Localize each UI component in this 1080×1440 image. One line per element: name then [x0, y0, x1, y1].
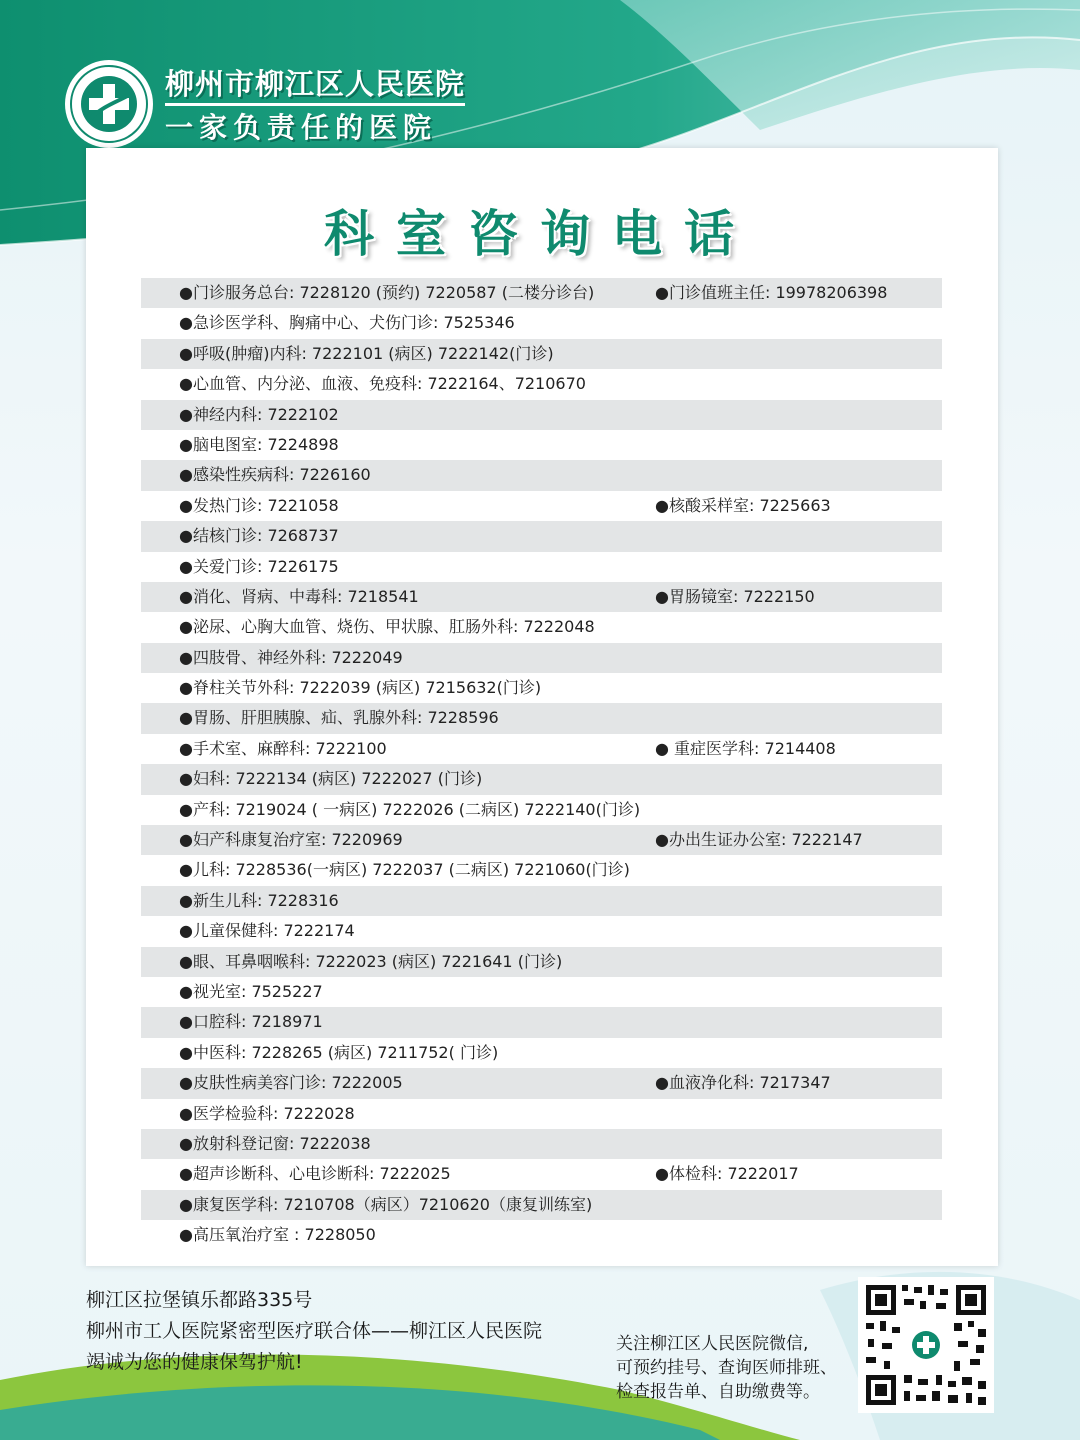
footer-alliance: 柳州市工人医院紧密型医疗联合体——柳江区人民医院: [86, 1320, 543, 1342]
table-row: [141, 339, 942, 369]
department-phone-left: ●眼、耳鼻咽喉科: 7222023 (病区) 7221641 (门诊): [179, 951, 563, 971]
department-phone-left: ●放射科登记窗: 7222038: [179, 1133, 371, 1153]
table-row: [141, 1099, 942, 1129]
table-row: [141, 1129, 942, 1159]
hospital-logo-icon: [63, 58, 155, 150]
table-row: [141, 400, 942, 430]
table-row: [141, 308, 942, 338]
department-phone-left: ●神经内科: 7222102: [179, 404, 339, 424]
department-phone-right: ●体检科: 7222017: [655, 1164, 799, 1184]
department-phone-left: ●中医科: 7228265 (病区) 7211752( 门诊): [179, 1042, 499, 1062]
department-phone-right: ●核酸采样室: 7225663: [655, 495, 831, 515]
table-row: [141, 643, 942, 673]
table-row: [141, 430, 942, 460]
table-row: [141, 491, 942, 521]
table-row: [141, 1068, 942, 1098]
department-phone-left: ●发热门诊: 7221058: [179, 495, 339, 515]
footer-motto: 竭诚为您的健康保驾护航!: [86, 1351, 303, 1373]
table-row: [141, 521, 942, 551]
department-phone-list: [141, 278, 942, 1251]
table-row: [141, 369, 942, 399]
department-phone-left: ●结核门诊: 7268737: [179, 526, 339, 546]
department-phone-left: ●胃肠、肝胆胰腺、疝、乳腺外科: 7228596: [179, 708, 499, 728]
table-row: [141, 977, 942, 1007]
table-row: [141, 1220, 942, 1250]
table-row: [141, 1190, 942, 1220]
department-phone-left: ●高压氧治疗室 : 7228050: [179, 1225, 376, 1245]
table-row: [141, 552, 942, 582]
table-row: [141, 673, 942, 703]
department-phone-right: ●办出生证办公室: 7222147: [655, 830, 863, 850]
qr-code-icon[interactable]: [858, 1277, 994, 1413]
table-row: [141, 612, 942, 642]
wechat-line-3: 检查报告单、自助缴费等。: [616, 1382, 820, 1402]
department-phone-left: ●视光室: 7525227: [179, 981, 323, 1001]
table-row: [141, 825, 942, 855]
department-phone-left: ●急诊医学科、胸痛中心、犬伤门诊: 7525346: [179, 313, 515, 333]
page-title: 科室咨询电话: [324, 205, 756, 263]
table-row: [141, 1159, 942, 1189]
table-row: [141, 886, 942, 916]
department-phone-left: ●口腔科: 7218971: [179, 1012, 323, 1032]
wechat-info: [616, 1332, 837, 1404]
wechat-line-1: 关注柳江区人民医院微信,: [616, 1334, 809, 1354]
table-row: [141, 1038, 942, 1068]
footer-address: 柳江区拉堡镇乐都路335号: [86, 1289, 313, 1311]
hospital-name: 柳州市柳江区人民医院: [165, 67, 466, 101]
department-phone-right: ●胃肠镜室: 7222150: [655, 586, 815, 606]
department-phone-left: ●四肢骨、神经外科: 7222049: [179, 647, 403, 667]
department-phone-left: ●妇产科康复治疗室: 7220969: [179, 830, 403, 850]
department-phone-right: ●门诊值班主任: 19978206398: [655, 283, 888, 302]
hospital-slogan: 一家负责任的医院: [165, 111, 438, 144]
department-phone-left: ●感染性疾病科: 7226160: [179, 465, 371, 485]
department-phone-left: ●康复医学科: 7210708（病区）7210620（康复训练室): [179, 1194, 593, 1214]
department-phone-left: ●脊柱关节外科: 7222039 (病区) 7215632(门诊): [179, 678, 542, 698]
table-row: [141, 916, 942, 946]
department-phone-left: ●脑电图室: 7224898: [179, 434, 339, 454]
table-row: [141, 795, 942, 825]
department-phone-left: ●消化、肾病、中毒科: 7218541: [179, 586, 419, 606]
table-row: [141, 582, 942, 612]
table-row: [141, 855, 942, 885]
department-phone-left: ●儿科: 7228536(一病区) 7222037 (二病区) 7221060(门诊): [179, 860, 630, 880]
table-row: [141, 734, 942, 764]
table-row: [141, 278, 942, 308]
department-phone-left: ●心血管、内分泌、血液、免疫科: 7222164、7210670: [179, 374, 586, 394]
department-phone-right: ●血液净化科: 7217347: [655, 1073, 831, 1093]
table-row: [141, 764, 942, 794]
department-phone-left: ●皮肤性病美容门诊: 7222005: [179, 1073, 403, 1093]
department-phone-left: ●手术室、麻醉科: 7222100: [179, 738, 387, 758]
department-phone-left: ●儿童保健科: 7222174: [179, 921, 355, 941]
department-phone-left: ●关爱门诊: 7226175: [179, 556, 339, 576]
department-phone-left: ●产科: 7219024 ( 一病区) 7222026 (二病区) 7222140(门诊): [179, 799, 641, 819]
department-phone-left: ●新生儿科: 7228316: [179, 890, 339, 910]
department-phone-left: ●泌尿、心胸大血管、烧伤、甲状腺、肛肠外科: 7222048: [179, 617, 595, 637]
table-row: [141, 947, 942, 977]
department-phone-right: ● 重症医学科: 7214408: [655, 738, 836, 758]
department-phone-left: ●超声诊断科、心电诊断科: 7222025: [179, 1164, 451, 1184]
department-phone-left: ●门诊服务总台: 7228120 (预约) 7220587 (二楼分诊台): [179, 283, 595, 302]
department-phone-left: ●妇科: 7222134 (病区) 7222027 (门诊): [179, 769, 483, 789]
table-row: [141, 703, 942, 733]
department-phone-left: ●医学检验科: 7222028: [179, 1103, 355, 1123]
wechat-line-2: 可预约挂号、查询医师排班、: [616, 1358, 837, 1378]
table-row: [141, 1007, 942, 1037]
table-row: [141, 460, 942, 490]
department-phone-left: ●呼吸(肿瘤)内科: 7222101 (病区) 7222142(门诊): [179, 343, 554, 363]
footer-info: [86, 1285, 542, 1378]
